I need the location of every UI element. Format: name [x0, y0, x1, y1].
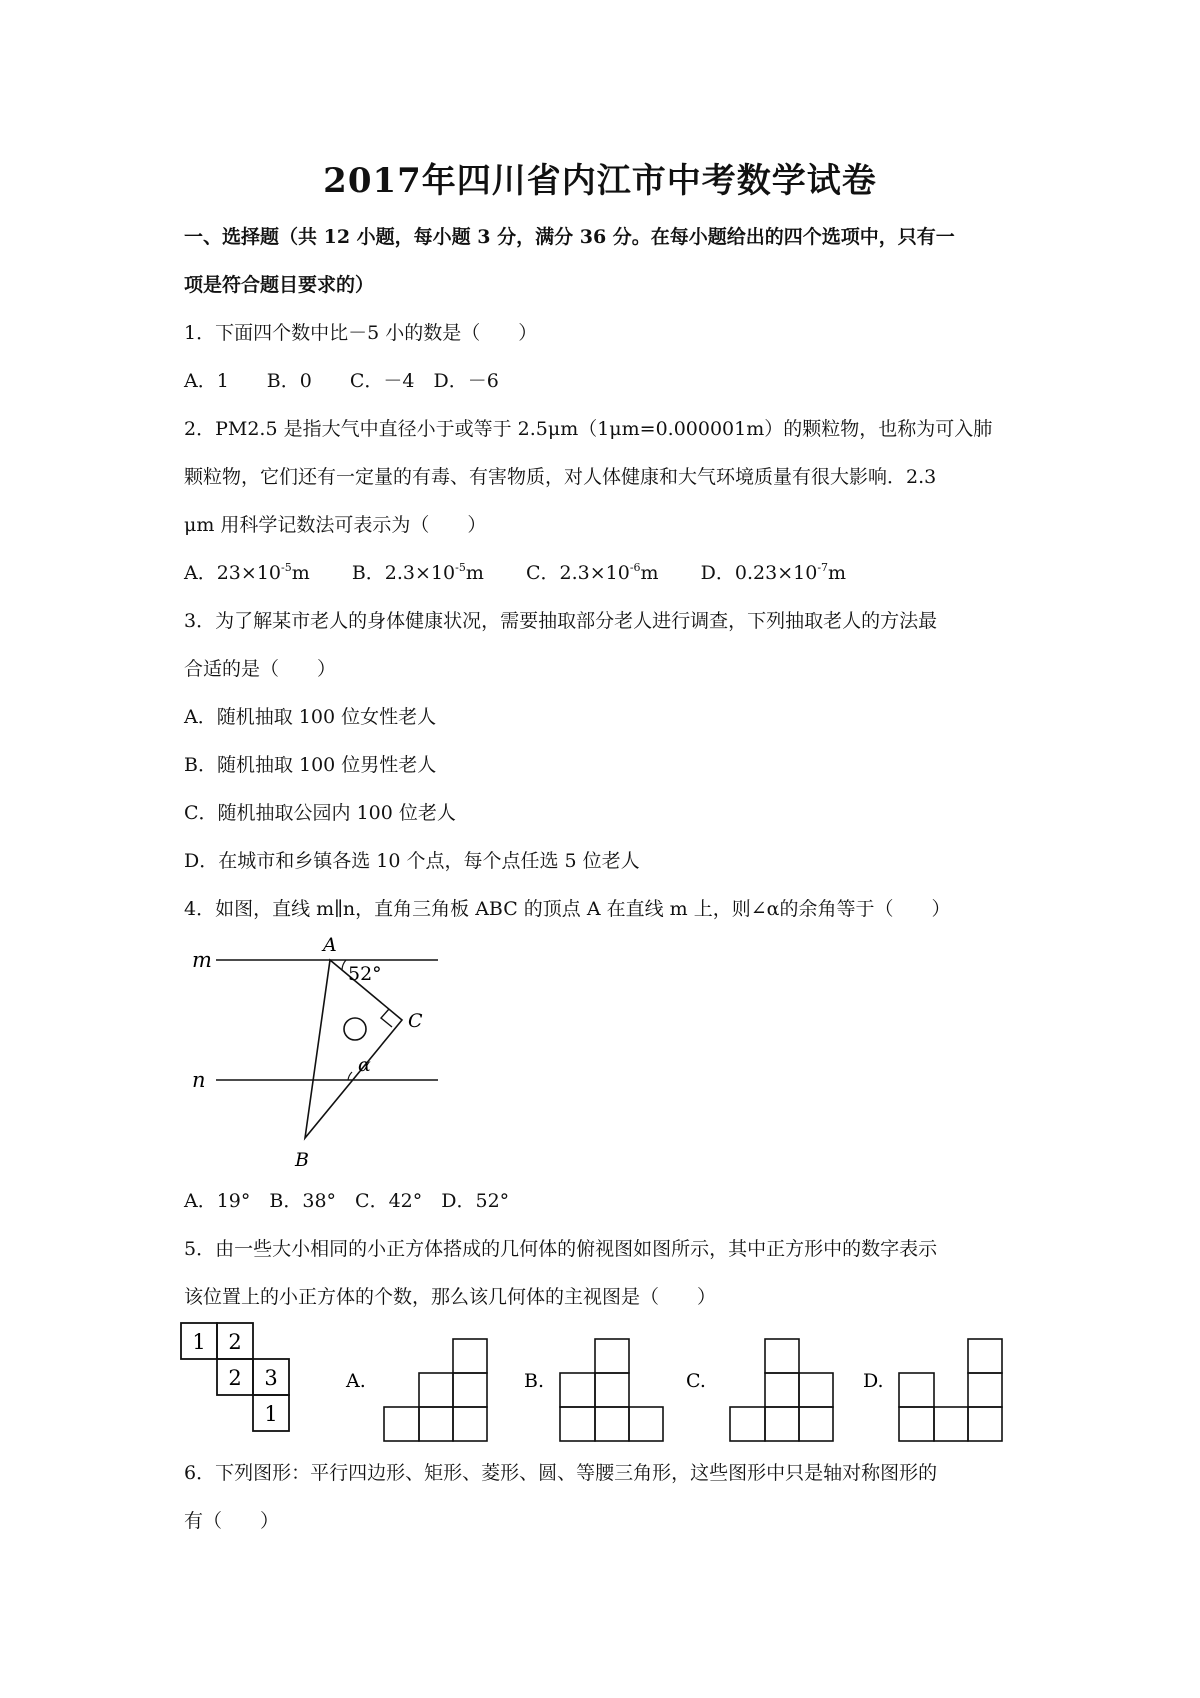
grid-number: 3: [264, 1366, 278, 1390]
section-heading-line2: 项是符合题目要求的）: [184, 274, 375, 296]
option-d-view: [899, 1339, 1002, 1441]
q2-line3: μm 用科学记数法可表示为（ ）: [184, 514, 487, 536]
q4-figure: [180, 930, 450, 1175]
triangle-hole: [344, 1018, 366, 1040]
q3-option-b: B．随机抽取 100 位男性老人: [184, 754, 437, 776]
q1-stem: 1．下面四个数中比－5 小的数是（ ）: [184, 322, 538, 344]
option-d-label: D.: [863, 1370, 884, 1392]
section-heading-line1: 一、选择题（共 12 小题，每小题 3 分，满分 36 分。在每小题给出的四个选项中，只有一: [184, 226, 955, 248]
alpha-label: α: [358, 1054, 371, 1076]
q3-line1: 3．为了解某市老人的身体健康状况，需要抽取部分老人进行调查，下列抽取老人的方法最: [184, 610, 938, 632]
triangle-abc: [305, 960, 402, 1138]
angle-52-arc: [342, 960, 346, 970]
q2-options: [184, 558, 846, 585]
q3-option-a: A．随机抽取 100 位女性老人: [184, 706, 437, 728]
right-angle-mark: [381, 1009, 392, 1027]
q2-line1: 2．PM2.5 是指大气中直径小于或等于 2.5μm（1μm=0.000001m）的颗粒物，也称为可入肺: [184, 418, 993, 440]
label-b: B: [295, 1149, 309, 1171]
q5-figure: [178, 1320, 1018, 1442]
option-a-label: A.: [346, 1370, 366, 1392]
q6-line1: 6．下列图形：平行四边形、矩形、菱形、圆、等腰三角形，这些图形中只是轴对称图形的: [184, 1462, 938, 1484]
angle-52-label: 52°: [348, 963, 382, 985]
grid-number: 2: [228, 1330, 242, 1354]
q5-line1: 5．由一些大小相同的小正方体搭成的几何体的俯视图如图所示，其中正方形中的数字表示: [184, 1238, 938, 1260]
label-m: m: [192, 948, 212, 972]
q2-option-c: C．$2.3\times 10^{-6}m$: [525, 561, 659, 584]
q1-options: A．1 B．0 C．－4 D．－6: [184, 370, 499, 392]
option-c-view: [730, 1339, 833, 1441]
option-c-label: C.: [686, 1370, 706, 1392]
q4-options: A．19° B．38° C．42° D．52°: [184, 1190, 510, 1212]
label-a: A: [323, 934, 337, 956]
label-n: n: [192, 1068, 206, 1092]
q6-line2: 有（ ）: [184, 1510, 280, 1532]
q3-option-c: C．随机抽取公园内 100 位老人: [184, 802, 456, 824]
page-title: 2017年四川省内江市中考数学试卷: [323, 161, 877, 201]
q4-stem: 4．如图，直线 m∥n，直角三角板 ABC 的顶点 A 在直线 m 上，则∠α的余角等于（ ）: [184, 898, 951, 920]
q3-option-d: D．在城市和乡镇各选 10 个点，每个点任选 5 位老人: [184, 850, 640, 872]
grid-number: 1: [264, 1402, 278, 1426]
q2-option-a: A．$23\times 10^{-5}m$: [184, 561, 310, 584]
option-b-label: B.: [524, 1370, 545, 1392]
grid-number: 1: [192, 1330, 206, 1354]
q3-line2: 合适的是（ ）: [184, 658, 337, 680]
q2-option-d: D．$0.23\times 10^{-7}m$: [700, 561, 847, 584]
q2-option-b: B．$2.3\times 10^{-5}m$: [351, 561, 484, 584]
option-b-view: [560, 1339, 663, 1441]
q2-line2: 颗粒物，它们还有一定量的有毒、有害物质，对人体健康和大气环境质量有很大影响．2.3: [184, 466, 937, 488]
alpha-arc: [348, 1072, 352, 1080]
grid-number: 2: [228, 1366, 242, 1390]
option-a-view: [384, 1339, 487, 1441]
q5-line2: 该位置上的小正方体的个数，那么该几何体的主视图是（ ）: [184, 1286, 717, 1308]
label-c: C: [408, 1010, 423, 1032]
